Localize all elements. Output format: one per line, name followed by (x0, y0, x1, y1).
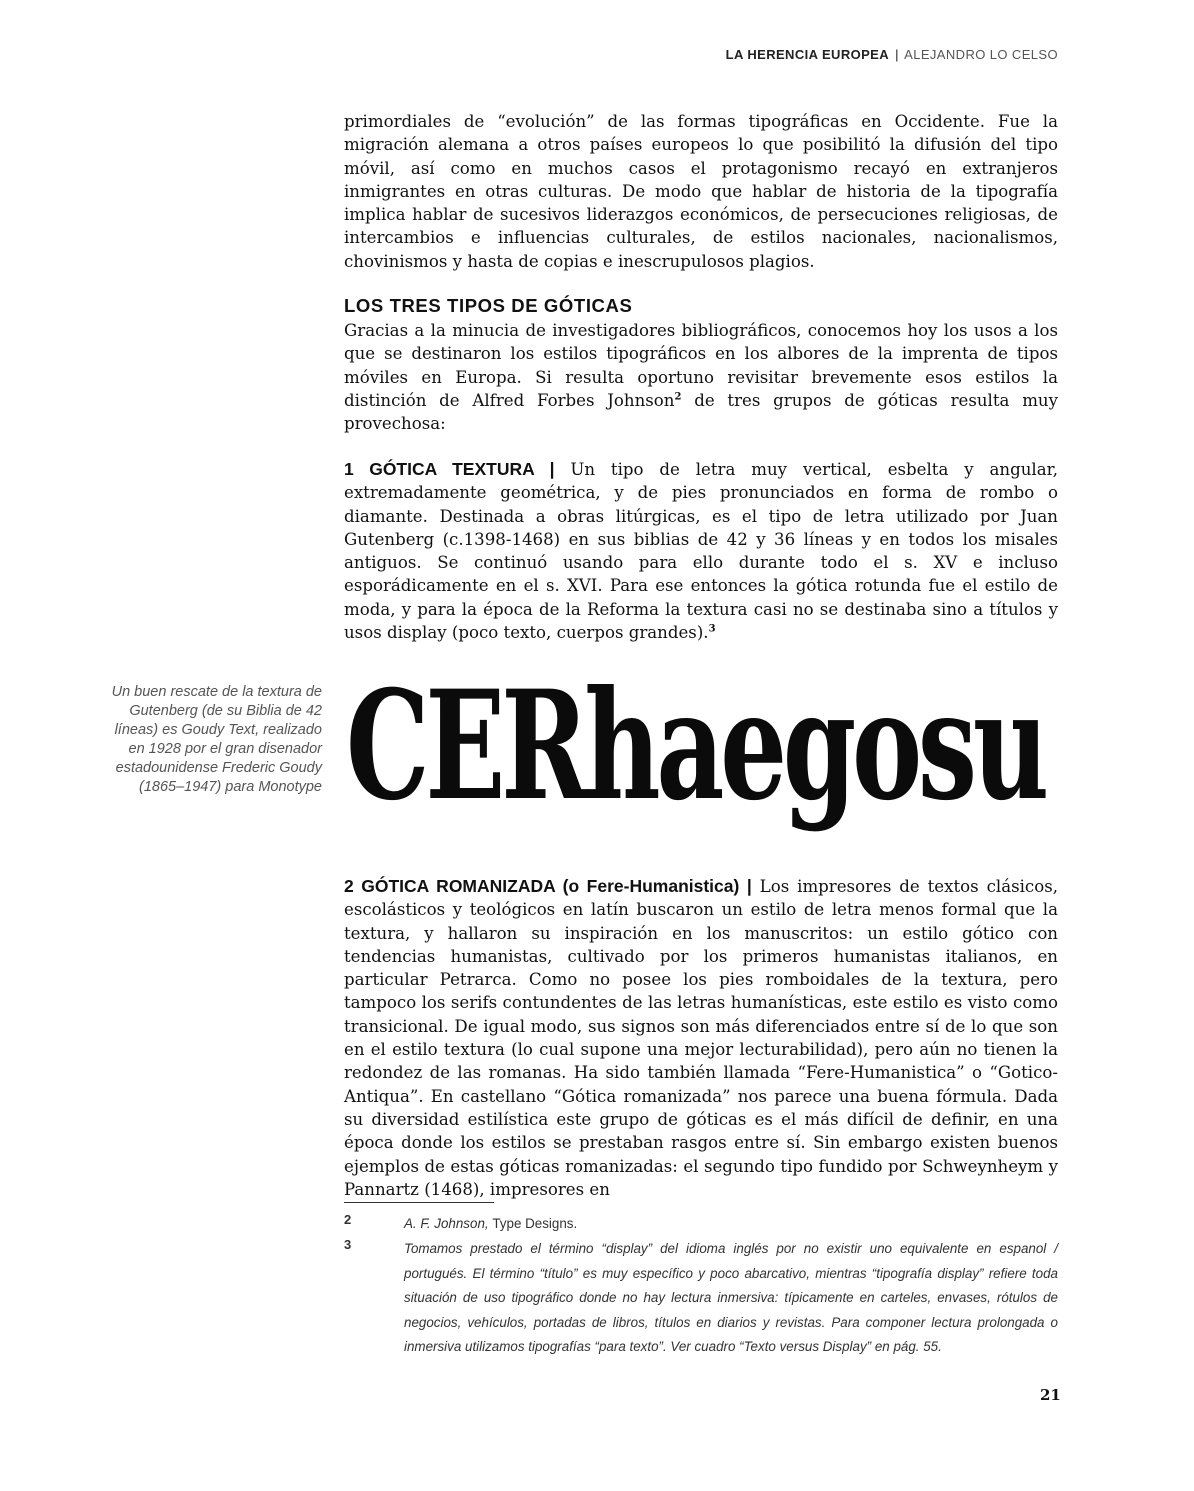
page-number: 21 (1040, 1386, 1061, 1404)
textura-label: 1 GÓTICA TEXTURA | (344, 459, 555, 479)
footnote-book-title: Type Designs. (492, 1216, 578, 1231)
footnote-2 (344, 1212, 1058, 1237)
running-header (726, 47, 1058, 62)
intro-paragraph: primordiales de “evolución” de las formas tipográficas en Occidente. Fue la migración alemana a otros países europeos lo que posibilitó la difusión del tipo móvil, así como en muchos casos el protagonismo recayó en extranjeros inmigrantes en otras culturas. De modo que hablar de historia de la tipografía implica hablar de sucesivos liderazgos económicos, de persecuciones religiosas, de intercambios e influencias culturales, de estilos nacionales, nacionalismos, chovinismos y hasta de copias e inescrupulosos plagios. (344, 112, 1058, 271)
header-title: LA HERENCIA EUROPEA (725, 47, 890, 62)
footnote-author: A. F. Johnson, (404, 1216, 489, 1231)
footnote-ref-3[interactable]: 3 (708, 623, 716, 635)
footnote-text (404, 1212, 1058, 1237)
type-specimen: CERhaegosu (346, 658, 1045, 834)
footnote-number: 3 (344, 1237, 352, 1252)
romanizada-label: 2 GÓTICA ROMANIZADA (o Fere-Humanistica) | (344, 876, 752, 896)
type-specimen-figure (346, 658, 1060, 836)
header-separator: | (895, 47, 899, 62)
footnote-ref-2[interactable]: 2 (674, 391, 682, 403)
figure-caption: Un buen rescate de la textura de Gutenberg (de su Biblia de 42 líneas) es Goudy Text, realizado en 1928 por el gran disenador estadounidense Frederic Goudy (1865–1947) para Monotype (111, 684, 322, 795)
section-paragraph-text-end: de tres grupos de góticas resulta muy provechosa: (344, 390, 1058, 434)
romanizada-text: Los impresores de textos clásicos, escolásticos y teológicos en latín buscaron un estilo de letra menos formal que la textura, y hallaron su inspiración en los manuscritos: un estilo gótico con tendencias humanistas, cultivado por los primeros humanistas italianos, en particular Petrarca. Como no posee los pies romboidales de la textura, pero tampoco los serifs contundentes de las letras humanísticas, este estilo es visto como transicional. De igual modo, sus signos son más diferenciados entre sí de lo que son en el estilo textura (lo cual supone una mejor lecturabilidad), pero aún no tienen la redondez de las romanas. Ha sido también llamada “Fere-Humanistica” o “Gotico-Antiqua”. En castellano “Gótica romanizada” nos parece una buena fórmula. Dada su diversidad estilística este grupo de góticas es el más difícil de definir, en una época donde los estilos se prestaban rasgos entre sí. Sin embargo existen buenos ejemplos de estas góticas romanizadas: el segundo tipo fundido por Schweynheym y Pannartz (1468), impresores en (344, 877, 1058, 1199)
footnote-3 (344, 1237, 1058, 1360)
footnote-number: 2 (344, 1212, 352, 1227)
footnote-text: Tomamos prestado el término “display” del idioma inglés por no existir uno equivalente en espanol / portugués. El término “título” es muy específico y poco abarcativo, mientras “tipografía display” refiere toda situación de uso tipográfico donde no hay lectura inmersiva: típicamente en carteles, envases, rótulos de negocios, vehículos, portadas de libros, títulos en diarios y revistas. Para componer lectura prolongada o inmersiva utilizamos tipografías “para texto”. Ver cuadro “Texto versus Display” en pág. 55. (404, 1241, 1058, 1354)
section-paragraph-text: Gracias a la minucia de investigadores bibliográficos, conocemos hoy los usos a los que se destinaron los estilos tipográficos en los albores de la imprenta de tipos móviles en Europa. Si resulta oportuno revisitar brevemente esos estilos la distinción de Alfred Forbes Johnson (344, 321, 1058, 410)
footnote-divider (344, 1202, 494, 1203)
section-paragraph (344, 319, 1058, 435)
header-author: ALEJANDRO LO CELSO (904, 47, 1058, 62)
textura-paragraph (344, 458, 1058, 644)
romanizada-paragraph (344, 875, 1058, 1201)
textura-text: Un tipo de letra muy vertical, esbelta y angular, extremadamente geométrica, y de pies pronunciados en forma de rombo o diamante. Destinada a obras litúrgicas, es el tipo de letra utilizado por Juan Gutenberg (c.1398-1468) en sus biblias de 42 y 36 líneas y en todos los misales antiguos. Se continuó usando para ello durante todo el s. XV e incluso esporádicamente en el s. XVI. Para ese entonces la gótica rotunda fue el estilo de moda, y para la época de la Reforma la textura casi no se destinaba sino a títulos y usos display (poco texto, cuerpos grandes). (344, 460, 1058, 643)
section-heading: LOS TRES TIPOS DE GÓTICAS (344, 295, 633, 316)
